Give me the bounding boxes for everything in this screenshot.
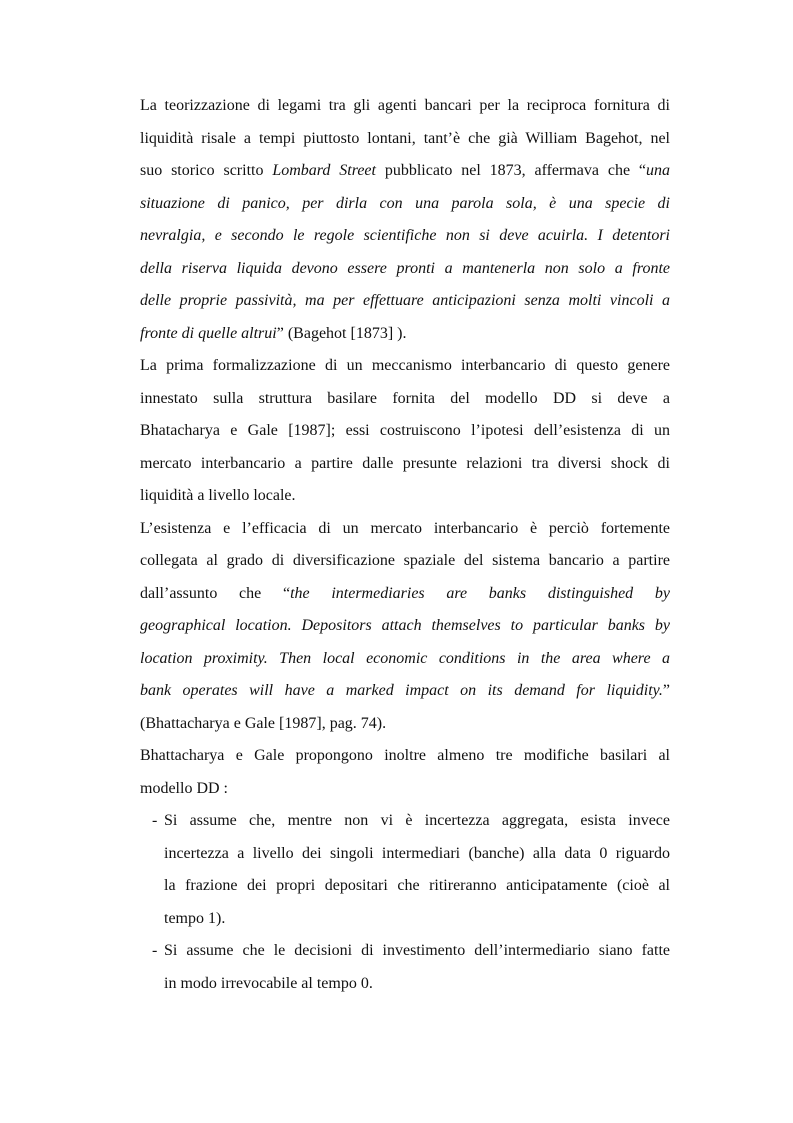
quote-text: the intermediaries are banks distinguished by	[290, 584, 671, 602]
text-run: dall’assunto che “	[140, 584, 291, 602]
text-line: modello DD :	[140, 779, 228, 797]
text-line: Bhatacharya e Gale [1987]; essi costruiscono l’ipotesi dell’esistenza di un	[140, 422, 670, 439]
quote-line: geographical location. Depositors attach themselves to particular banks by	[140, 617, 670, 634]
quote-text: fronte di quelle altrui	[140, 324, 277, 342]
text-line: la frazione dei propri depositari che ritireranno anticipatamente (cioè al	[164, 877, 670, 894]
quote-line: location proximity. Then local economic conditions in the area where a	[140, 649, 670, 667]
quote-line: della riserva liquida devono essere pronti a mantenerla non solo a fronte	[140, 259, 670, 277]
quote-text: una	[646, 162, 671, 179]
citation: ” (Bagehot [1873] ).	[276, 324, 407, 342]
paragraph-modifications	[140, 740, 670, 805]
list-dash: -	[152, 812, 158, 829]
text-line: Si assume che, mentre non vi è incertezza aggregata, esista invece	[164, 812, 670, 829]
text-line: incertezza a livello dei singoli intermediari (banche) alla data 0 riguardo	[164, 844, 670, 862]
text-line: collegata al grado di diversificazione spaziale del sistema bancario a partire	[140, 552, 670, 569]
document-page	[140, 90, 670, 1000]
text-line	[140, 578, 670, 611]
text-run: pubblicato nel 1873, affermava che “	[375, 162, 647, 179]
modification-list	[140, 805, 670, 1000]
text-run: ”	[662, 682, 670, 699]
text-line	[140, 155, 670, 188]
text-line: liquidità a livello locale.	[140, 487, 296, 504]
text-line: Bhattacharya e Gale propongono inoltre almeno tre modifiche basilari al	[140, 747, 670, 764]
text-line: liquidità risale a tempi piuttosto lontani, tant’è che già William Bagehot, nel	[140, 129, 670, 147]
text-line: innestato sulla struttura basilare fornita del modello DD si deve a	[140, 389, 670, 407]
text-run: suo storico scritto	[140, 162, 273, 179]
text-line: tempo 1).	[164, 909, 226, 927]
book-title: Lombard Street	[272, 162, 376, 179]
paragraph-bagehot	[140, 90, 670, 350]
citation: (Bhattacharya e Gale [1987], pag. 74).	[140, 714, 387, 732]
quote-line: nevralgia, e secondo le regole scientifiche non si deve acuirla. I detentori	[140, 227, 670, 244]
text-line: mercato interbancario a partire dalle presunte relazioni tra diversi shock di	[140, 454, 670, 472]
text-line: La prima formalizzazione di un meccanismo interbancario di questo genere	[140, 357, 670, 374]
text-line: Si assume che le decisioni di investimento dell’intermediario siano fatte	[164, 942, 670, 959]
text-line	[140, 675, 670, 708]
text-line	[140, 318, 670, 351]
list-item	[140, 935, 670, 1000]
text-line: L’esistenza e l’efficacia di un mercato interbancario è perciò fortemente	[140, 519, 670, 537]
quote-line: situazione di panico, per dirla con una parola sola, è una specie di	[140, 194, 670, 212]
text-line: in modo irrevocabile al tempo 0.	[164, 974, 373, 992]
paragraph-interbank-market	[140, 513, 670, 741]
list-item	[140, 805, 670, 935]
quote-line: delle proprie passività, ma per effettuare anticipazioni senza molti vincoli a	[140, 292, 670, 309]
paragraph-formalization	[140, 350, 670, 513]
list-dash: -	[152, 942, 158, 959]
text-line: La teorizzazione di legami tra gli agenti bancari per la reciproca fornitura di	[140, 97, 670, 114]
quote-text: bank operates will have a marked impact on its demand for liquidity.	[140, 682, 663, 699]
